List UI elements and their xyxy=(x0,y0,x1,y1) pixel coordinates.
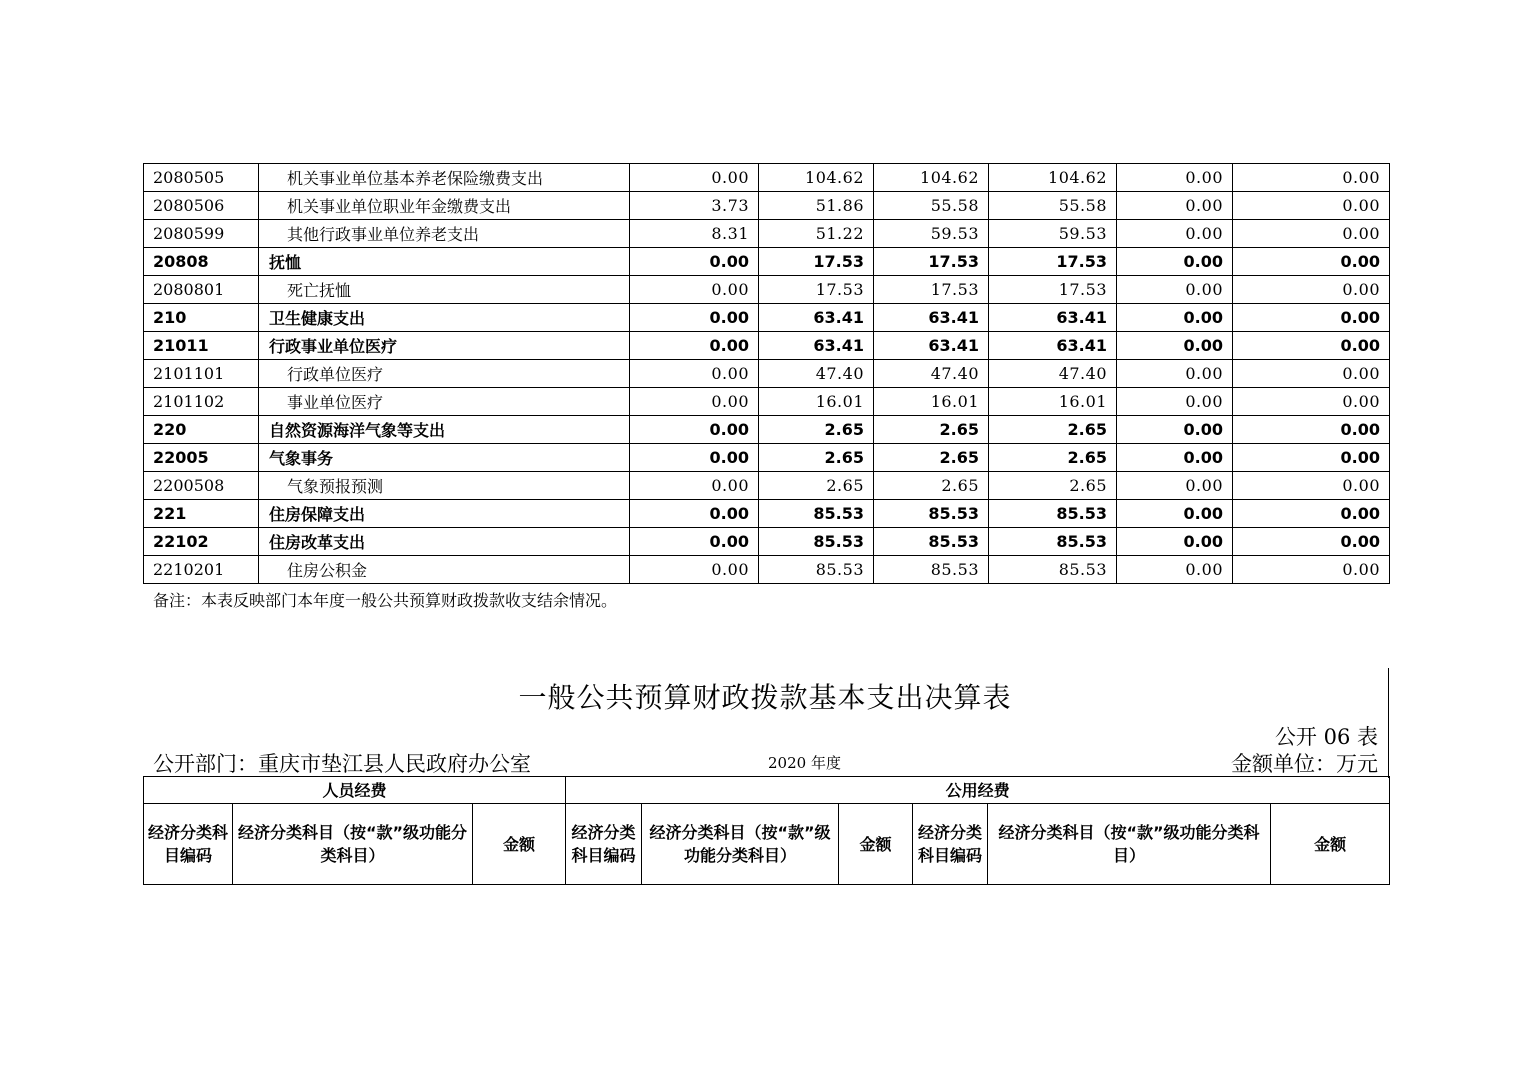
row-name: 其他行政事业单位养老支出 xyxy=(259,220,630,248)
row-amount: 47.40 xyxy=(989,360,1117,388)
row-amount: 2.65 xyxy=(989,444,1117,472)
row-name: 事业单位医疗 xyxy=(259,388,630,416)
amount-unit: 金额单位：万元 xyxy=(1231,752,1378,776)
row-code: 22005 xyxy=(144,444,259,472)
row-amount: 2.65 xyxy=(989,472,1117,500)
row-amount: 3.73 xyxy=(630,192,759,220)
fiscal-year: 2020 年度 xyxy=(768,754,841,772)
row-amount: 0.00 xyxy=(1233,388,1390,416)
row-amount: 63.41 xyxy=(759,332,874,360)
row-amount: 0.00 xyxy=(1233,500,1390,528)
row-amount: 0.00 xyxy=(1233,472,1390,500)
table-row xyxy=(144,388,1390,416)
row-code: 2101102 xyxy=(144,388,259,416)
table-row xyxy=(144,220,1390,248)
row-name: 住房保障支出 xyxy=(259,500,630,528)
row-amount: 85.53 xyxy=(989,556,1117,584)
row-name: 卫生健康支出 xyxy=(259,304,630,332)
row-amount: 63.41 xyxy=(759,304,874,332)
row-amount: 55.58 xyxy=(989,192,1117,220)
row-amount: 2.65 xyxy=(874,444,989,472)
row-amount: 16.01 xyxy=(759,388,874,416)
row-amount: 0.00 xyxy=(1233,416,1390,444)
table-row xyxy=(144,248,1390,276)
row-amount: 17.53 xyxy=(989,248,1117,276)
row-amount: 51.22 xyxy=(759,220,874,248)
group-header-public: 公用经费 xyxy=(566,777,1390,804)
row-code: 22102 xyxy=(144,528,259,556)
row-amount: 0.00 xyxy=(1117,220,1233,248)
row-amount: 85.53 xyxy=(874,500,989,528)
row-amount: 0.00 xyxy=(630,472,759,500)
table-row xyxy=(144,500,1390,528)
row-amount: 0.00 xyxy=(1117,360,1233,388)
row-name: 抚恤 xyxy=(259,248,630,276)
row-amount: 0.00 xyxy=(1117,164,1233,192)
row-amount: 17.53 xyxy=(989,276,1117,304)
row-amount: 47.40 xyxy=(874,360,989,388)
table-row xyxy=(144,360,1390,388)
row-amount: 47.40 xyxy=(759,360,874,388)
row-amount: 0.00 xyxy=(1233,248,1390,276)
row-amount: 0.00 xyxy=(1233,360,1390,388)
row-amount: 8.31 xyxy=(630,220,759,248)
row-amount: 0.00 xyxy=(1117,388,1233,416)
row-amount: 104.62 xyxy=(989,164,1117,192)
row-name: 住房改革支出 xyxy=(259,528,630,556)
col-header-name: 经济分类科目（按“款”级功能分类科目） xyxy=(233,804,473,885)
group-header-personnel: 人员经费 xyxy=(144,777,566,804)
row-code: 220 xyxy=(144,416,259,444)
row-code: 2080505 xyxy=(144,164,259,192)
row-amount: 17.53 xyxy=(759,248,874,276)
row-amount: 0.00 xyxy=(630,360,759,388)
row-amount: 85.53 xyxy=(759,556,874,584)
row-code: 2200508 xyxy=(144,472,259,500)
row-amount: 2.65 xyxy=(759,444,874,472)
row-amount: 104.62 xyxy=(759,164,874,192)
table-row xyxy=(144,192,1390,220)
table-row xyxy=(144,528,1390,556)
row-amount: 0.00 xyxy=(1233,556,1390,584)
row-amount: 2.65 xyxy=(989,416,1117,444)
row-amount: 0.00 xyxy=(1117,276,1233,304)
row-code: 210 xyxy=(144,304,259,332)
row-amount: 85.53 xyxy=(759,528,874,556)
row-amount: 0.00 xyxy=(1117,556,1233,584)
row-amount: 2.65 xyxy=(759,472,874,500)
row-name: 行政事业单位医疗 xyxy=(259,332,630,360)
row-amount: 2.65 xyxy=(874,416,989,444)
row-code: 2080506 xyxy=(144,192,259,220)
row-name: 死亡抚恤 xyxy=(259,276,630,304)
row-amount: 0.00 xyxy=(630,164,759,192)
row-amount: 0.00 xyxy=(1233,192,1390,220)
row-amount: 85.53 xyxy=(989,528,1117,556)
table-row xyxy=(144,472,1390,500)
col-header-code: 经济分类科目编码 xyxy=(144,804,233,885)
table-row xyxy=(144,304,1390,332)
row-amount: 0.00 xyxy=(1117,444,1233,472)
row-amount: 0.00 xyxy=(1117,192,1233,220)
row-amount: 85.53 xyxy=(874,556,989,584)
table-row xyxy=(144,556,1390,584)
row-amount: 63.41 xyxy=(874,332,989,360)
form-number: 公开 06 表 xyxy=(1274,725,1378,749)
table-row xyxy=(144,332,1390,360)
row-name: 机关事业单位职业年金缴费支出 xyxy=(259,192,630,220)
row-code: 221 xyxy=(144,500,259,528)
row-amount: 16.01 xyxy=(989,388,1117,416)
row-code: 2080599 xyxy=(144,220,259,248)
table-row xyxy=(144,416,1390,444)
row-amount: 2.65 xyxy=(759,416,874,444)
row-amount: 0.00 xyxy=(630,332,759,360)
col-header-amount: 金额 xyxy=(839,804,913,885)
table-note: 备注：本表反映部门本年度一般公共预算财政拨款收支结余情况。 xyxy=(153,591,618,610)
row-amount: 0.00 xyxy=(1117,528,1233,556)
row-amount: 0.00 xyxy=(1233,332,1390,360)
table-row xyxy=(144,276,1390,304)
row-amount: 2.65 xyxy=(874,472,989,500)
row-amount: 63.41 xyxy=(989,332,1117,360)
row-name: 行政单位医疗 xyxy=(259,360,630,388)
row-amount: 85.53 xyxy=(874,528,989,556)
row-code: 21011 xyxy=(144,332,259,360)
row-amount: 59.53 xyxy=(989,220,1117,248)
row-amount: 0.00 xyxy=(630,444,759,472)
row-name: 机关事业单位基本养老保险缴费支出 xyxy=(259,164,630,192)
row-amount: 0.00 xyxy=(1117,332,1233,360)
row-amount: 0.00 xyxy=(1233,444,1390,472)
row-amount: 0.00 xyxy=(1233,164,1390,192)
row-amount: 0.00 xyxy=(1117,500,1233,528)
row-amount: 17.53 xyxy=(759,276,874,304)
row-amount: 17.53 xyxy=(874,276,989,304)
row-amount: 0.00 xyxy=(630,304,759,332)
row-amount: 0.00 xyxy=(1117,416,1233,444)
row-amount: 104.62 xyxy=(874,164,989,192)
row-amount: 0.00 xyxy=(630,248,759,276)
col-header-name: 经济分类科目（按“款”级功能分类科目） xyxy=(642,804,839,885)
row-amount: 0.00 xyxy=(630,556,759,584)
row-amount: 0.00 xyxy=(630,500,759,528)
basic-expenditure-table xyxy=(143,776,1390,885)
row-amount: 0.00 xyxy=(1233,528,1390,556)
row-code: 20808 xyxy=(144,248,259,276)
row-amount: 59.53 xyxy=(874,220,989,248)
row-name: 气象事务 xyxy=(259,444,630,472)
row-name: 自然资源海洋气象等支出 xyxy=(259,416,630,444)
col-header-name: 经济分类科目（按“款”级功能分类科目） xyxy=(988,804,1271,885)
row-code: 2101101 xyxy=(144,360,259,388)
row-amount: 0.00 xyxy=(630,416,759,444)
row-name: 住房公积金 xyxy=(259,556,630,584)
row-amount: 0.00 xyxy=(630,276,759,304)
expenditure-detail-table xyxy=(143,163,1390,584)
row-amount: 0.00 xyxy=(630,388,759,416)
row-amount: 0.00 xyxy=(1117,472,1233,500)
row-amount: 0.00 xyxy=(1117,304,1233,332)
row-amount: 17.53 xyxy=(874,248,989,276)
row-amount: 0.00 xyxy=(1233,276,1390,304)
row-amount: 63.41 xyxy=(989,304,1117,332)
row-amount: 63.41 xyxy=(874,304,989,332)
col-header-amount: 金额 xyxy=(473,804,566,885)
table-row xyxy=(144,164,1390,192)
row-code: 2080801 xyxy=(144,276,259,304)
row-code: 2210201 xyxy=(144,556,259,584)
row-amount: 55.58 xyxy=(874,192,989,220)
row-amount: 0.00 xyxy=(1117,248,1233,276)
department-label: 公开部门：重庆市垫江县人民政府办公室 xyxy=(153,752,531,776)
row-amount: 85.53 xyxy=(989,500,1117,528)
row-amount: 85.53 xyxy=(759,500,874,528)
row-name: 气象预报预测 xyxy=(259,472,630,500)
row-amount: 16.01 xyxy=(874,388,989,416)
row-amount: 0.00 xyxy=(1233,220,1390,248)
row-amount: 0.00 xyxy=(630,528,759,556)
col-header-code: 经济分类科目编码 xyxy=(913,804,988,885)
col-header-amount: 金额 xyxy=(1271,804,1390,885)
page-title: 一般公共预算财政拨款基本支出决算表 xyxy=(518,681,1012,714)
col-header-code: 经济分类科目编码 xyxy=(566,804,642,885)
table-row xyxy=(144,444,1390,472)
row-amount: 51.86 xyxy=(759,192,874,220)
row-amount: 0.00 xyxy=(1233,304,1390,332)
